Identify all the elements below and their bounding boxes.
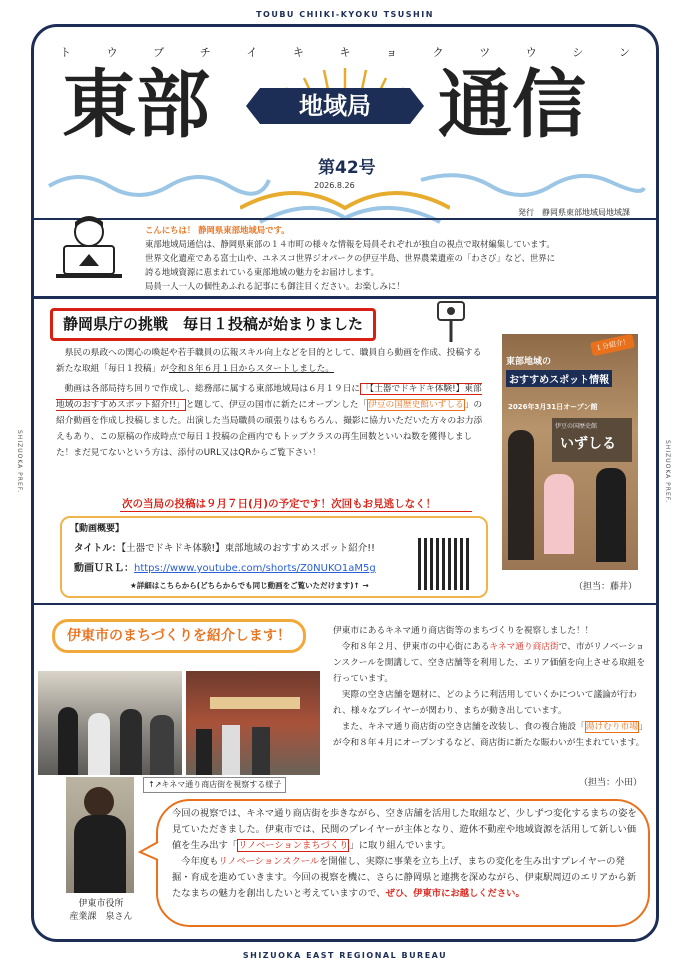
article2-body	[333, 623, 649, 751]
shop-sign	[210, 697, 300, 709]
visit-invite: ぜひ、伊東市にお越しください。	[385, 888, 525, 899]
article2-text: で、市がリノベーションスクールを開講して、空き店舗等を利用した、エリア価値を向上させる取組を行っています。	[333, 642, 646, 684]
yukemuri-market: 湯けむり市場	[585, 722, 638, 732]
photo-person	[252, 727, 270, 775]
poster-title-2: おすすめスポット情報	[506, 370, 612, 387]
photo-person	[222, 725, 240, 775]
poster-person	[508, 430, 534, 560]
kana-char: ウ	[525, 46, 537, 59]
quote-segment: 今回の視察では、キネマ通り商店街を歩きながら、空き店舗を活用した取組など、少しずつ変化するまちの姿を見ていただきました。伊東市では、民間のプレイヤーが主体となり、遊休不動産や地域資源を活用して新しい価値を生み出す「	[172, 808, 637, 851]
video-title-row	[74, 540, 375, 554]
kana-char: ブ	[153, 46, 165, 59]
issue-number: 第42号	[318, 158, 376, 178]
issue-date: 2026.8.26	[314, 181, 355, 190]
photo-person	[196, 729, 212, 775]
video-title: 【土器でドキドキ体験!】東部地域のおすすめスポット紹介!!	[121, 543, 375, 554]
interviewee-caption	[63, 898, 139, 924]
article1-text: 県民の県政への関心の喚起や若手職員の広報スキル向上などを目的として、職員自ら動画を作成、投稿する新たな取組「毎日１投稿」が	[56, 348, 482, 374]
poster-sign	[552, 418, 632, 462]
interviewee-photo	[66, 777, 134, 893]
street-photo-2	[186, 671, 320, 775]
kana-char: イ	[246, 46, 258, 59]
intro-line: 世界文化遺産である富士山や、ユネスコ世界ジオパークの伊豆半島、世界農業遺産の「わさび」など、世界に	[145, 253, 556, 263]
poster-open: 2026年3月31日オープン館	[508, 403, 598, 411]
article2-text: 」が令和８年４月にオープンするなど、商店街に新たな賑わいが生まれています。	[333, 722, 648, 748]
video-url-link[interactable]: https://www.youtube.com/shorts/Z0NUKO1aM5g	[134, 563, 376, 574]
photo-body	[74, 815, 126, 893]
kana-char: チ	[199, 46, 211, 59]
wave-right	[416, 168, 648, 198]
article1-title: 静岡県庁の挑戦 毎日１投稿が始まりました	[50, 308, 376, 341]
article2-title	[52, 619, 306, 653]
kana-char: ョ	[386, 46, 398, 59]
poster-person	[596, 468, 626, 562]
masthead-romaji: TOUBU CHIIKI-KYOKU TSUSHIN	[256, 10, 434, 19]
poster-name: いずしる	[560, 436, 616, 452]
article2-credit: （担当：小田）	[579, 778, 643, 788]
kana-char: ト	[60, 46, 71, 59]
article1-credit: （担当：藤井）	[574, 582, 638, 592]
article2-lead: 伊東市にあるキネマ通り商店街等のまちづくりを視察しました！！	[333, 626, 594, 636]
article1-text: 」の紹介動画を作成し投稿しました。出演した当局職員の頑張りはもちろん、撮影に協力いただいた方々のお力添えもあり、この原稿の作成時点で毎日１投稿の企画内でもトップクラスの再生回数といいね数を獲得しました！まだ見てないという方は、添付のURL又はQRからご覧下さい！	[56, 400, 483, 458]
poster-person	[544, 474, 574, 554]
kana-char: キ	[339, 46, 351, 59]
interviewee-name: 産業課 泉さん	[69, 912, 133, 922]
side-label-right: SHIZUOKA PREF.	[664, 440, 671, 504]
next-post-notice: 次の当局の投稿は９月７日(月)の予定です！次回もお見逃しなく！	[122, 498, 437, 510]
qr-code[interactable]	[418, 538, 470, 590]
interviewee-org: 伊東市役所	[78, 899, 124, 909]
kana-char: ク	[432, 46, 444, 59]
bubble-tail	[138, 840, 160, 862]
kana-char: ツ	[479, 46, 491, 59]
sun-mountain-decoration	[240, 58, 450, 228]
video-url-label: 動画ＵＲＬ：	[74, 563, 134, 574]
quote-text	[172, 806, 642, 902]
poster-title-1: 東部地域の	[506, 357, 552, 367]
article2-text: 令和８年２月、伊東市の中心街にある	[333, 642, 490, 652]
wave-left	[44, 168, 274, 198]
renovation-school: リノベーションスクール	[218, 856, 320, 867]
article2-text: 実際の空き店舗を題材に、どのように利活用していくかについて議論が行われ、様々なプレイヤーが関わり、まちが動き出しています。	[333, 690, 637, 716]
quote-segment: 今年度も	[172, 856, 219, 867]
renovation-town: リノベーションまちづくり	[238, 840, 349, 851]
video-title-highlight: 「【土器でドキドキ体験!】東部地域のおすすめスポット紹介!!」	[56, 384, 482, 410]
publisher: 発行 静岡県東部地域局地域課	[518, 208, 630, 217]
intro-text	[145, 223, 645, 293]
side-label-left: SHIZUOKA PREF.	[16, 430, 23, 494]
intro-line: 誇る地域資源に恵まれている東部地域の魅力をお届けします。	[145, 267, 379, 277]
title-ribbon: 地域局	[260, 88, 410, 124]
video-title-label: タイトル：	[74, 543, 122, 554]
title-toubu: 東部	[62, 62, 210, 148]
quote-segment: を開催し、実際に事業を立ち上げ、まちの変化を生み出すプレイヤーの発掘・育成を進めていきます。今回の視察を機に、さらに静岡県と連携を深めながら、伊東駅周辺のエリアから新たなまちの魅力を創出したいと考えていますので、	[172, 856, 637, 899]
intro-line: 局員一人一人の個性あふれる記事にも御注目ください。お楽しみに！	[145, 281, 405, 291]
poster-badge: １分紹介！	[590, 334, 635, 356]
article1-text: と題して、伊豆の国市に新たにオープンした「	[185, 400, 368, 410]
section-divider-2	[34, 603, 656, 605]
article1-text: 動画は各部局持ち回りで作成し、総務部に属する東部地域局は６月１９日に	[56, 384, 361, 394]
izushiru-highlight: 伊豆の国歴史館いずしる	[368, 400, 464, 410]
selfie-stick-icon	[434, 300, 470, 344]
video-note: ★詳細はこちらから(どちらからでも同じ動画をご覧いただけます)↑ →	[130, 581, 369, 590]
intro-greeting: こんにちは！ 静岡県東部地域局です。	[145, 225, 290, 235]
photo-person	[58, 707, 78, 775]
article1-body-1	[56, 345, 488, 377]
article2-title-text: 伊東市のまちづくりを紹介します！	[67, 628, 291, 644]
article1-start-date: 令和８年６月１日からスタートしました。	[168, 364, 334, 374]
photo-caption: ↑↗キネマ通り商店街を視察する様子	[143, 777, 286, 793]
video-url-row	[74, 559, 376, 574]
intro-line: 東部地域局通信は、静岡県東部の１４市町の様々な情報を局員それぞれが独自の視点で取材編集しています。	[145, 239, 555, 249]
kana-char: キ	[292, 46, 304, 59]
kana-char: ウ	[106, 46, 118, 59]
photo-person	[88, 713, 110, 775]
article2-text: また、キネマ通り商店街の空き店舗を改装し、食の複合施設「	[333, 722, 585, 732]
video-summary-header: 【動画概要】	[70, 524, 125, 534]
bureau-romaji: SHIZUOKA EAST REGIONAL BUREAU	[242, 951, 448, 960]
article1-body-2	[56, 381, 488, 461]
section-divider-1	[34, 296, 656, 299]
photo-person	[120, 709, 142, 775]
title-tsushin: 通信	[438, 62, 586, 148]
poster-sub: 伊豆の国歴史館	[555, 423, 598, 430]
kana-char: シ	[572, 46, 584, 59]
next-post-underline	[120, 511, 472, 512]
poster-image	[502, 334, 638, 570]
staff-laptop-icon	[48, 212, 130, 280]
street-photo-1	[38, 671, 182, 775]
photo-head	[84, 787, 114, 817]
quote-segment: 」に取り組んでいます。	[349, 840, 451, 851]
kinema-street: キネマ通り商店街	[489, 642, 559, 652]
photo-person	[150, 715, 174, 775]
kana-char: ン	[618, 46, 630, 59]
